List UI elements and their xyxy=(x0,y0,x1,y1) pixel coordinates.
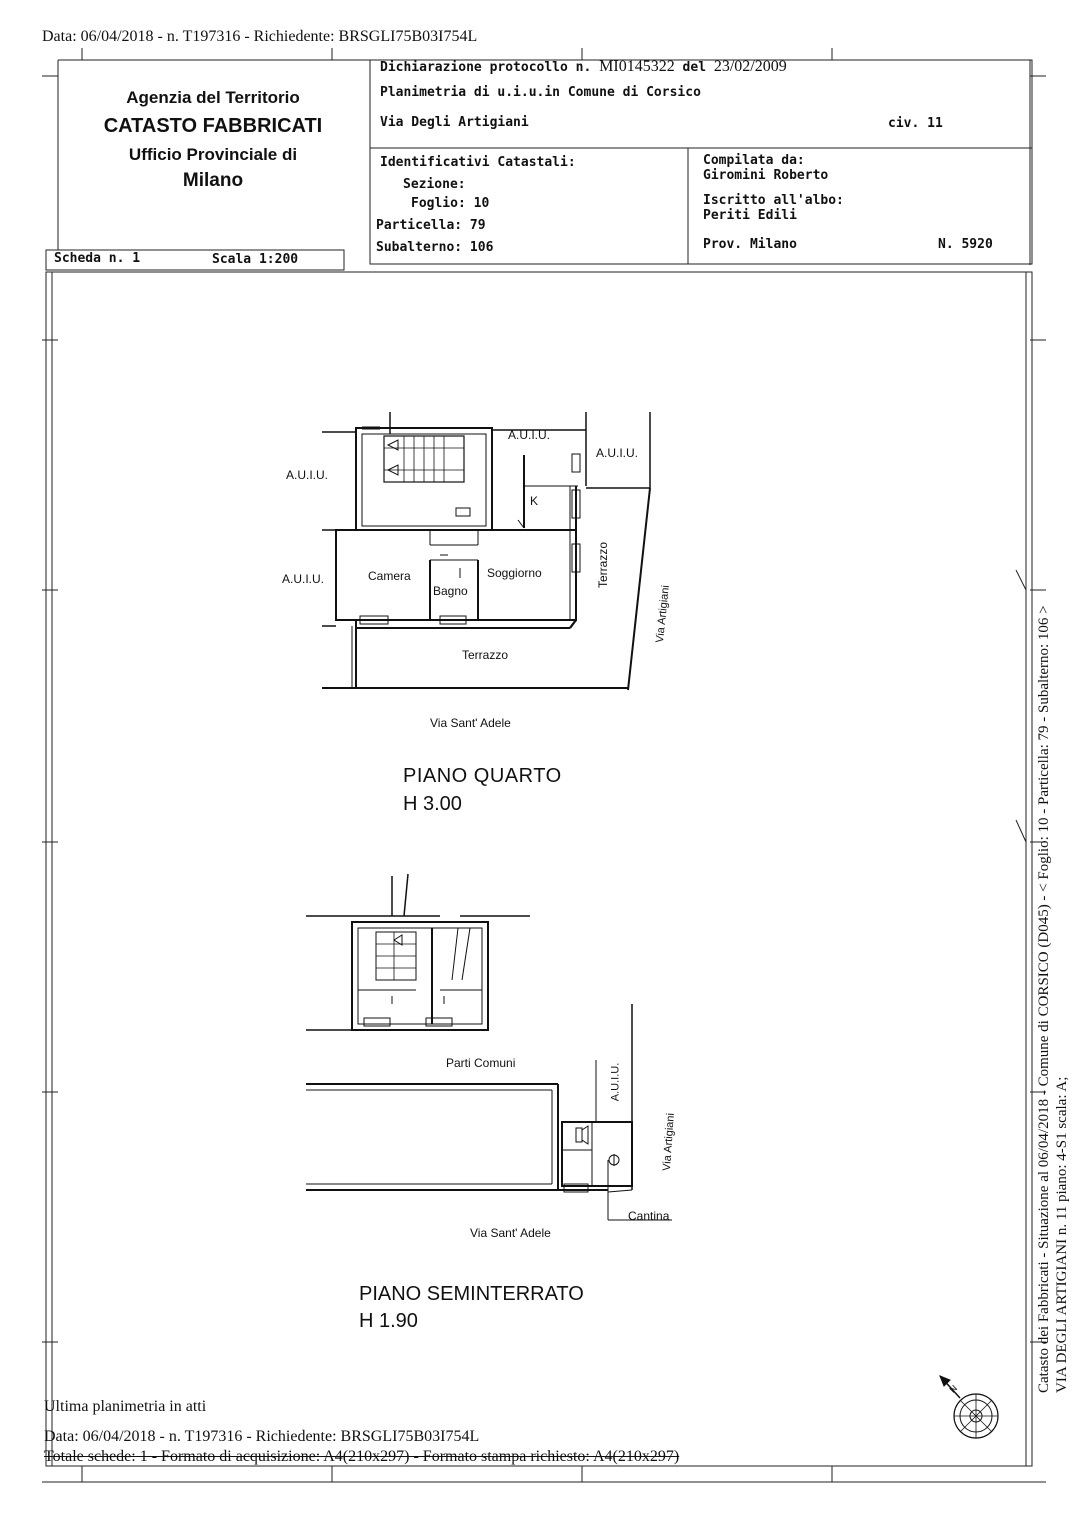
plan-top-auiu-right: A.U.I.U. xyxy=(596,446,639,460)
print-header: Data: 06/04/2018 - n. T197316 - Richiedente: BRSGLI75B03I754L xyxy=(42,28,478,45)
side-text-line1: Catasto dei Fabbricati - Situazione al 06/04/2018 - Comune di CORSICO (D045) - < Foglio: 10 - Particella: 79 - Subalterno: 106 > xyxy=(1036,605,1052,1393)
identifiers-subalterno: Subalterno: 106 xyxy=(376,240,494,255)
footer-data: Data: 06/04/2018 - n. T197316 - Richiedente: BRSGLI75B03I754L xyxy=(44,1428,480,1445)
plan-bottom-floor-height: H 1.90 xyxy=(359,1310,418,1332)
plan-top-auiu-mid: A.U.I.U. xyxy=(508,428,551,442)
plan-top-floor-height: H 3.00 xyxy=(403,793,462,815)
plan-top-via-sant-adele: Via Sant' Adele xyxy=(430,716,511,730)
plan-top-via-artigiani: Via Artigiani xyxy=(653,584,672,644)
plan-top-soggiorno: Soggiorno xyxy=(487,566,542,580)
plan-top-bagno: Bagno xyxy=(433,584,468,598)
agency-line2: CATASTO FABBRICATI xyxy=(103,115,323,137)
compiler-prov: Prov. Milano xyxy=(703,237,797,252)
plan-top-terrazzo-bottom: Terrazzo xyxy=(462,648,509,662)
compiler-number: N. 5920 xyxy=(938,237,993,252)
identifiers-title: Identificativi Catastali: xyxy=(380,155,576,170)
plan-top-camera: Camera xyxy=(368,569,411,583)
compass-label: N xyxy=(947,1383,960,1395)
plan-bottom-cantina: Cantina xyxy=(628,1209,670,1223)
address-line: Via Degli Artigiani xyxy=(380,115,529,130)
planimetria-line: Planimetria di u.i.u.in Comune di Corsico xyxy=(380,85,701,100)
agency-line4: Milano xyxy=(182,170,244,191)
identifiers-foglio: Foglio: 10 xyxy=(411,196,490,211)
iscritto-label: Iscritto all'albo: xyxy=(703,193,844,208)
identifiers-particella: Particella: 79 xyxy=(376,218,486,233)
agency-line1: Agenzia del Territorio xyxy=(126,88,300,107)
protocol-date: 23/02/2009 xyxy=(713,58,787,75)
protocol-prefix: Dichiarazione protocollo n. xyxy=(380,60,592,75)
plan-top-auiu-left-bottom: A.U.I.U. xyxy=(282,572,325,586)
plan-bottom-via-sant-adele: Via Sant' Adele xyxy=(470,1226,551,1240)
plan-bottom-auiu: A.U.I.U. xyxy=(609,1062,622,1102)
identifiers-sezione: Sezione: xyxy=(403,177,466,192)
plan-bottom-via-artigiani: Via Artigiani xyxy=(660,1112,677,1172)
iscritto-value: Periti Edili xyxy=(703,208,797,223)
protocol-number: MI0145322 xyxy=(599,58,675,75)
compilata-label: Compilata da: xyxy=(703,153,805,168)
plan-top-k: K xyxy=(530,494,539,508)
footer-ultima: Ultima planimetria in atti xyxy=(44,1398,207,1415)
plan-bottom-floor-name: PIANO SEMINTERRATO xyxy=(359,1283,584,1305)
footer-totale: Totale schede: 1 - Formato di acquisizione: A4(210x297) - Formato stampa richiesto: A4(210x297) xyxy=(44,1448,680,1465)
compilata-name: Giromini Roberto xyxy=(703,168,829,183)
agency-line3: Ufficio Provinciale di xyxy=(128,145,298,164)
protocol-del: del xyxy=(682,60,707,75)
scheda-number: Scheda n. 1 xyxy=(54,251,141,266)
civ-number: civ. 11 xyxy=(888,116,943,131)
plan-top-auiu-left-top: A.U.I.U. xyxy=(286,468,329,482)
side-text-line2: VIA DEGLI ARTIGIANI n. 11 piano: 4-S1 scala: A; xyxy=(1054,1076,1070,1393)
scheda-scale: Scala 1:200 xyxy=(212,252,299,267)
plan-top-floor-name: PIANO QUARTO xyxy=(403,765,562,787)
plan-top-terrazzo-vertical: Terrazzo xyxy=(596,541,611,589)
plan-bottom-parti-comuni: Parti Comuni xyxy=(446,1056,516,1070)
